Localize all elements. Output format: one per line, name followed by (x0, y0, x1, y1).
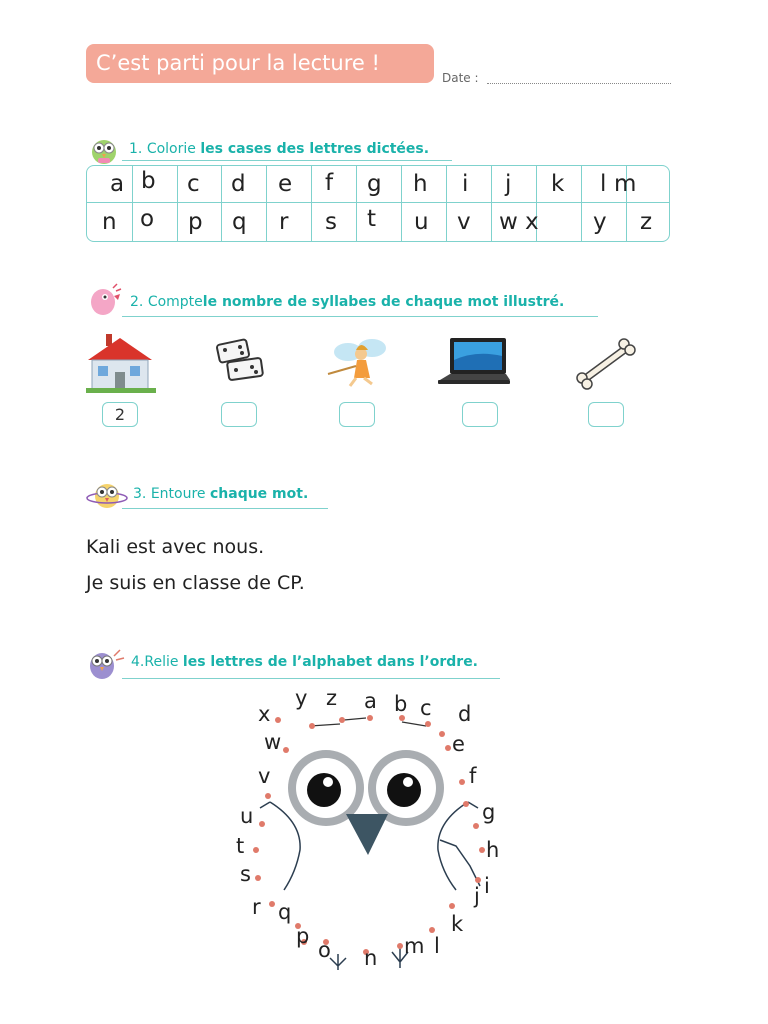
section2-instruction: le nombre de syllabes de chaque mot illustré. (202, 294, 565, 310)
grid-letter[interactable]: i (462, 171, 469, 197)
dot-letter-y: y (295, 686, 308, 710)
dot-letter-i: i (484, 874, 490, 898)
dot-letter-k: k (451, 912, 464, 936)
section3-instruction: chaque mot. (209, 486, 309, 502)
section1-number: 1. (129, 141, 143, 157)
page-title: C’est parti pour la lecture ! (86, 44, 434, 83)
dot-letter-e: e (452, 732, 465, 756)
section4-title (131, 654, 478, 670)
section2-title (130, 294, 564, 310)
owl-green-icon (86, 134, 122, 166)
dominoes-image (212, 338, 268, 384)
syllable-answer-box[interactable] (462, 402, 498, 427)
section4-rule (122, 678, 500, 679)
grid-letter[interactable]: v (457, 209, 471, 235)
dot-letter-v: v (258, 764, 271, 788)
grid-letter[interactable]: x (525, 209, 539, 235)
syllable-answer-box[interactable] (221, 402, 257, 427)
dot-letter-h: h (486, 838, 500, 862)
dot-letter-m: m (404, 934, 425, 958)
owl-purple-icon (86, 646, 126, 682)
dot-letter-q: q (278, 900, 292, 924)
grid-letter[interactable]: z (640, 209, 653, 235)
grid-letter[interactable]: c (187, 171, 200, 197)
grid-divider (132, 166, 133, 241)
grid-divider (311, 166, 312, 241)
date-label: Date : (442, 71, 479, 85)
dot-letter-a: a (364, 689, 377, 713)
fairy-image (326, 334, 392, 392)
section4-number: 4. (131, 654, 145, 670)
section4-verb: Relie (144, 654, 179, 670)
dot-letter-d: d (458, 702, 472, 726)
grid-divider (491, 166, 492, 241)
dot-letter-o: o (318, 938, 331, 962)
syllable-answer-box[interactable]: 2 (102, 402, 138, 427)
dot-letter-c: c (420, 696, 432, 720)
grid-divider (356, 166, 357, 241)
grid-letter[interactable]: w (499, 209, 518, 235)
grid-divider (266, 166, 267, 241)
grid-letter[interactable]: e (278, 171, 293, 197)
section1-rule (122, 160, 452, 161)
grid-letter[interactable]: y (593, 209, 607, 235)
section4-instruction: les lettres de l’alphabet dans l’ordre. (182, 654, 479, 670)
grid-letter[interactable]: o (140, 206, 155, 232)
dot-letter-f: f (469, 764, 477, 788)
dot-letter-x: x (258, 702, 271, 726)
syllable-answer-box[interactable] (339, 402, 375, 427)
dot-letter-l: l (434, 934, 440, 958)
sentence-2: Je suis en classe de CP. (86, 572, 305, 594)
grid-divider (581, 166, 582, 241)
grid-divider (221, 166, 222, 241)
section3-rule (122, 508, 328, 509)
grid-letter[interactable]: g (367, 171, 382, 197)
section1-title (129, 141, 429, 157)
grid-divider (401, 166, 402, 241)
grid-letter[interactable]: q (232, 209, 247, 235)
dot-letter-s: s (240, 862, 251, 886)
laptop-image (436, 336, 512, 388)
grid-letter[interactable]: h (413, 171, 428, 197)
bird-pink-icon (86, 282, 124, 318)
grid-letter[interactable]: l (600, 171, 607, 197)
grid-letter[interactable]: a (110, 171, 125, 197)
section1-verb: Colorie (146, 141, 196, 157)
sentence-1: Kali est avec nous. (86, 536, 265, 558)
dot-letter-p: p (296, 924, 310, 948)
syllable-answer-box[interactable] (588, 402, 624, 427)
grid-letter[interactable]: k (551, 171, 565, 197)
dot-letter-z: z (326, 686, 338, 710)
dot-letter-t: t (236, 834, 245, 858)
section2-number: 2. (130, 294, 144, 310)
section1-instruction: les cases des lettres dictées. (200, 141, 430, 157)
grid-letter[interactable]: n (102, 209, 117, 235)
date-field[interactable] (487, 83, 671, 84)
grid-letter[interactable]: u (414, 209, 429, 235)
dot-letter-j: j (474, 884, 480, 908)
grid-letter[interactable]: r (279, 209, 289, 235)
section3-verb: Entoure (150, 486, 206, 502)
section3-title (133, 486, 308, 502)
dot-letter-b: b (394, 692, 408, 716)
grid-letter[interactable]: j (505, 171, 512, 197)
grid-letter[interactable]: s (325, 209, 337, 235)
dot-letter-g: g (482, 800, 496, 824)
grid-divider (446, 166, 447, 241)
house-image (84, 330, 156, 394)
owl-yellow-icon (86, 478, 128, 512)
grid-letter[interactable]: b (141, 168, 156, 194)
dot-letter-w: w (264, 730, 282, 754)
section3-number: 3. (133, 486, 147, 502)
grid-letter[interactable]: m (614, 171, 637, 197)
section2-rule (122, 316, 598, 317)
dot-letter-u: u (240, 804, 254, 828)
grid-letter[interactable]: t (367, 206, 377, 232)
grid-divider (177, 166, 178, 241)
section2-verb: Compte (147, 294, 203, 310)
bone-image (574, 338, 638, 392)
dot-letter-n: n (364, 946, 378, 970)
grid-letter[interactable]: f (325, 170, 334, 196)
grid-letter[interactable]: d (231, 171, 246, 197)
grid-letter[interactable]: p (188, 209, 203, 235)
dot-letter-r: r (252, 895, 261, 919)
